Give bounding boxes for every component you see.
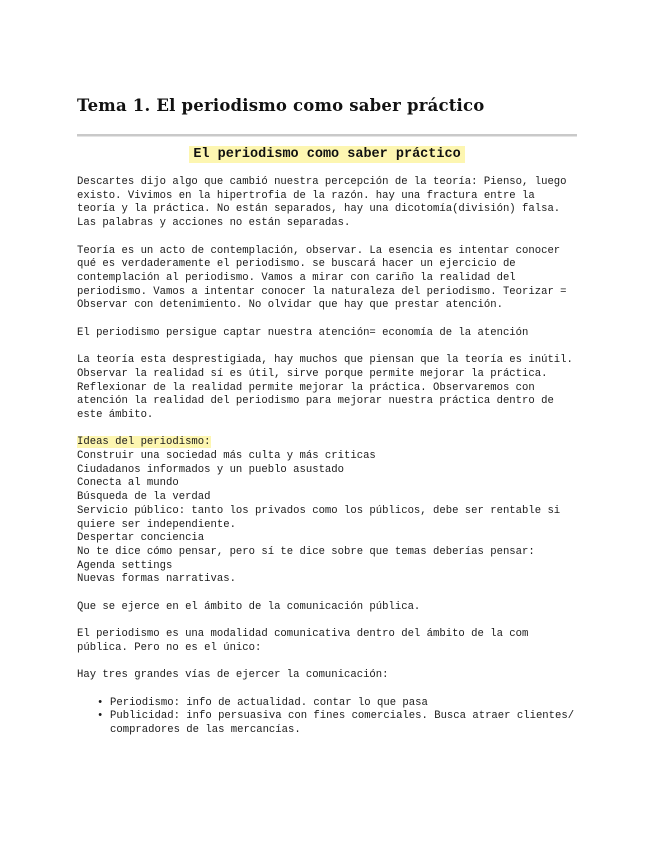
section-heading: El periodismo como saber práctico	[189, 146, 464, 163]
idea-line: Nuevas formas narrativas.	[77, 573, 236, 586]
idea-line: Ciudadanos informados y un pueblo asustado	[77, 463, 345, 476]
idea-line: No te dice cómo pensar, pero sí te dice sobre que temas deberías pensar: Agenda settings	[77, 545, 535, 572]
paragraph-atencion: El periodismo persigue captar nuestra atención= economía de la atención	[77, 326, 529, 339]
paragraph-ambito: Que se ejerce en el ámbito de la comunicación pública.	[77, 600, 421, 613]
list-item-text: Publicidad: info persuasiva con fines comerciales. Busca atraer clientes/ compradores de las mercancías.	[110, 710, 575, 736]
paragraph-desprestigio: La teoría esta desprestigiada, hay muchos que piensan que la teoría es inútil. Observar la realidad sí es útil, sirve porque permite mejorar la práctica. Reflexionar de la realidad permite mejorar la práctica. Observaremos con atención la realidad del periodismo para mejorar nuestra práctica dentro de este ámbito.	[77, 354, 573, 421]
paragraph-teoria: Teoría es un acto de contemplación, observar. La esencia es intentar conocer qué es verdaderamente el periodismo. se buscará hacer un ejercicio de contemplación al periodismo. Vamos a mirar con cariño la realidad del periodismo. Vamos a intentar conocer la naturaleza del periodismo. Teorizar = Observar con detenimiento. No olvidar que hay que prestar atención.	[77, 244, 567, 312]
document-title: Tema 1. El periodismo como saber práctico	[77, 96, 485, 115]
section-heading-wrap	[77, 144, 577, 166]
idea-line: Conecta al mundo	[77, 477, 179, 490]
document-body	[77, 176, 577, 738]
idea-line: Despertar conciencia	[77, 532, 205, 545]
communication-list	[77, 697, 577, 738]
document-page	[77, 95, 577, 738]
list-item-text: Periodismo: info de actualidad. contar lo que pasa	[110, 696, 428, 709]
ideas-heading: Ideas del periodismo:	[77, 436, 211, 449]
title-divider	[77, 134, 577, 137]
idea-line: Búsqueda de la verdad	[77, 491, 211, 504]
list-item	[97, 710, 577, 737]
idea-line: Servicio público: tanto los privados como los públicos, debe ser rentable si quiere ser independiente.	[77, 504, 561, 531]
idea-line: Construir una sociedad más culta y más criticas	[77, 450, 376, 462]
list-item	[97, 696, 577, 711]
paragraph-descartes: Descartes dijo algo que cambió nuestra percepción de la teoría: Pienso, luego existo. Vivimos en la hipertrofia de la razón. hay una fractura entre la teoría y la práctica. No están separados, hay una dicotomía(división) falsa. Las palabras y acciones no están separadas.	[77, 176, 567, 230]
paragraph-tres-vias: Hay tres grandes vías de ejercer la comunicación:	[77, 669, 389, 682]
bullet-icon: •	[97, 696, 104, 709]
ideas-heading-line	[77, 436, 577, 450]
paragraph-modalidad: El periodismo es una modalidad comunicativa dentro del ámbito de la com pública. Pero no es el único:	[77, 628, 529, 654]
bullet-icon: •	[97, 710, 104, 723]
